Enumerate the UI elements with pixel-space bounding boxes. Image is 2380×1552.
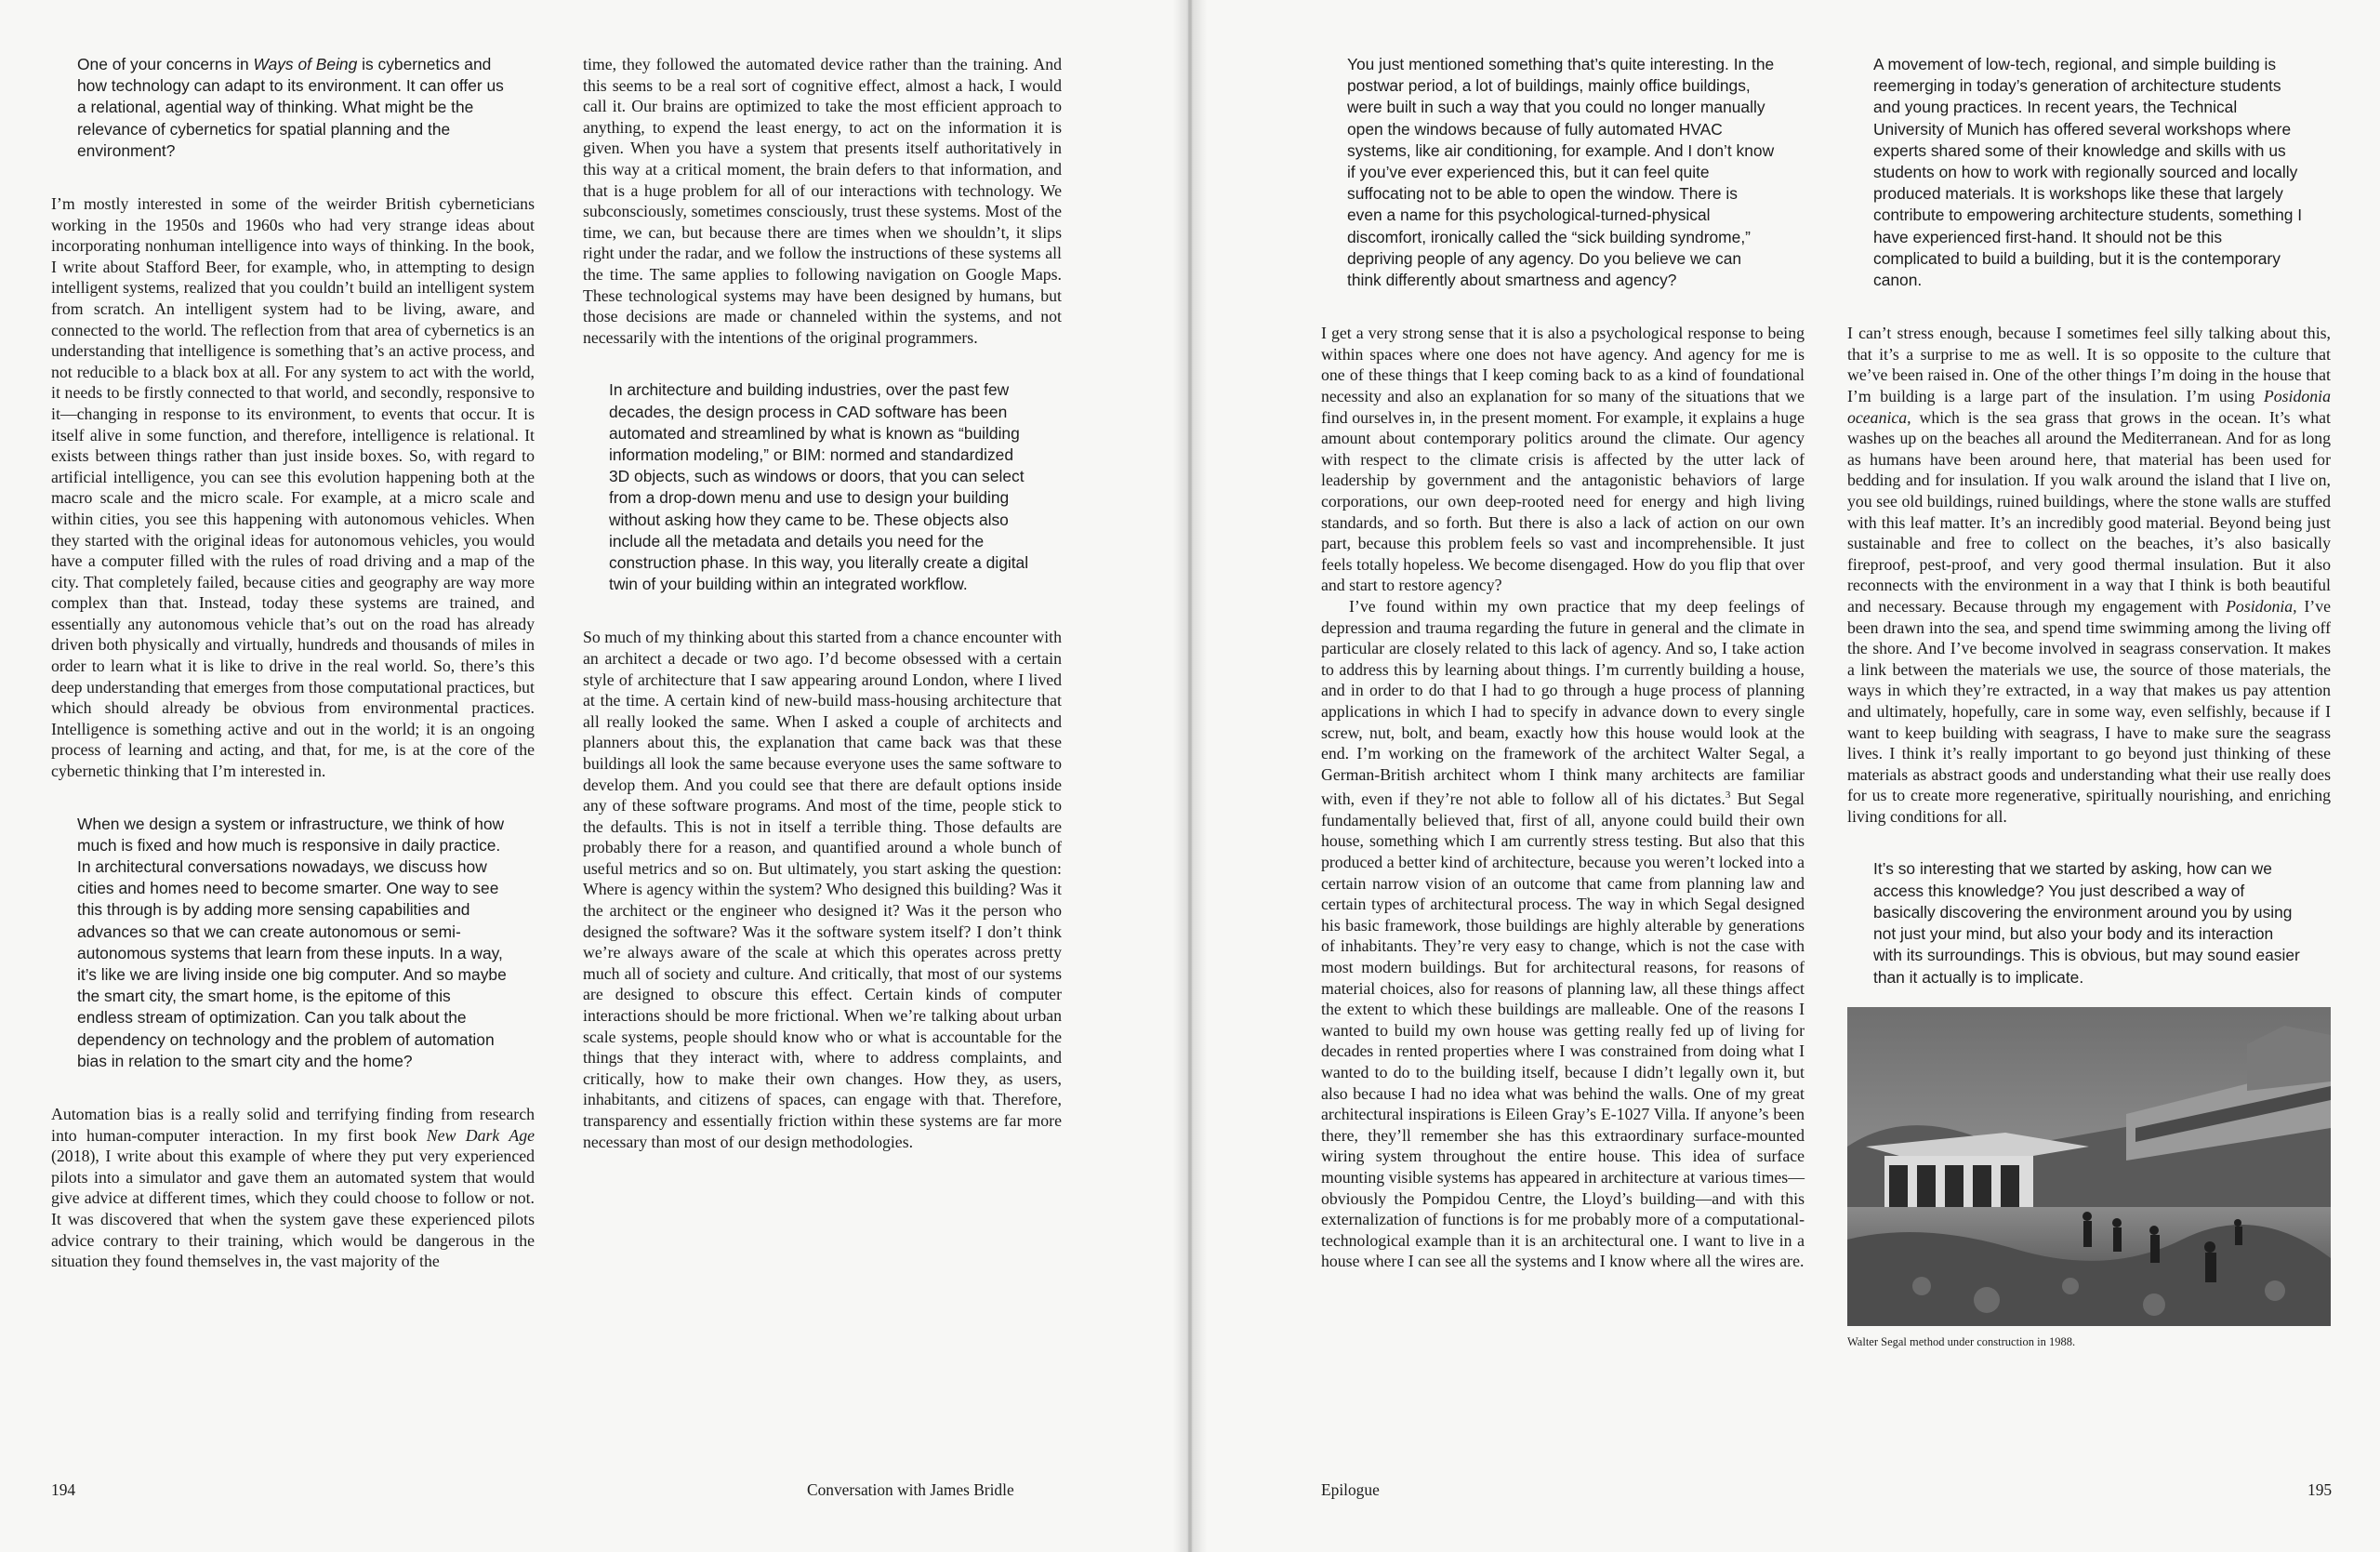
interview-answer: I can’t stress enough, because I sometimes feel silly talking about this, that it’s a surprise to me as well. It is so opposite to the culture that we’ve been raised in. One of the other things I’m doing in the house that I’m building is a large part of the insulation. I’m using Posidonia oceanica, which is the sea grass that grows in the ocean. It’s what washes up on the beaches all around the Mediterranean. And for as long as humans have been around here, that material has been used for bedding and for insulation. If you walk around the island that I live on, you see old buildings, ruined buildings, where the stone walls are stuffed with this leaf matter. It’s an incredibly good material. Beyond being just sustainable and free to collect on the beaches, it’s also basically fireproof, pest-proof, and very good thermal insulation. But it also reconnects with the environment in a way that I think is both beautiful and necessary. Because through my engagement with Posidonia, I’ve been drawn into the sea, and spend time swimming among the living off the shore. And I’ve become involved in seagrass conservation. It makes a link between the materials we use, the source of those materials, the ways in which they’re extracted, in a way that makes us pay attention and ultimately, hopefully, care in some way, even selfishly, because if I want to keep building with seagrass, I have to make sure the seagrass lives. I think it’s really important to go beyond just thinking of these materials as abstract goods and understanding what their use really does for us to create more regenerative, spiritually nourishing, and enriching living conditions for all.: [1847, 324, 2331, 826]
left-page: [0, 0, 1188, 1552]
book-gutter: [1173, 0, 1207, 1552]
interview-answer: So much of my thinking about this started from a chance encounter with an architect a decade or two ago. I’d become obsessed with a certain style of architecture that I saw appearing around London, where I lived at the time. A certain kind of new-build mass-housing architecture that all really looked the same. When I asked a couple of architects and planners about this, the explanation that came back was that these buildings all look the same because everyone uses the same software to develop them. And you could see that there are default options inside any of these software programs. And most of the time, people stick to the defaults. This is not in itself a terrible thing. Those defaults are probably there for a reason, and quantified around a whole bunch of useful metrics and so on. But ultimately, you start asking the question: Where is agency within the system? Who designed this building? Was it the architect or the engineer who designed it? Was it the person who designed the software? Was it the software system itself? I don’t think we’re always aware of the scale at which this operates across pretty much all of society and culture. And critically, that most of our systems are designed to obscure this effect. Certain kinds of computer interactions should be more frictional. When we’re talking about urban scale systems, people should know who or what is accountable for the things that they interact with, where to address complaints, and critically, how to make their own changes. How they, as users, inhabitants, and citizens of spaces, can engage with that. Therefore, transparency and essentially friction within these systems are far more necessary than most of our design methodologies.: [583, 628, 1062, 1151]
photo-caption: Walter Segal method under construction in 1988.: [1847, 1334, 2076, 1348]
left-column-2: [583, 54, 1062, 1184]
running-head-right: Epilogue: [1321, 1480, 1380, 1499]
interview-question: One of your concerns in Ways of Being is cybernetics and how technology can adapt to its environment. It can offer us a relational, agential way of thinking. What might be the relevance of cybernetics for spatial planning and the environment?: [77, 55, 504, 160]
interview-question: A movement of low-tech, regional, and simple building is reemerging in today’s generation of architecture students and young practices. In recent years, the Technical University of Munich has offered several workshops where experts shared some of their knowledge and skills with us students on how to work with regionally sourced and locally produced materials. It is workshops like these that largely contribute to empowering architecture students, something I have experienced first-hand. It should not be this complicated to build a building, but it is the contemporary canon.: [1873, 55, 2303, 290]
right-column-2: [1847, 54, 2331, 1349]
interview-answer: I get a very strong sense that it is also a psychological response to being within spaces where one does not have agency. And agency for me is one of these things that I keep coming back to as a kind of foundational necessity and also an explanation for so many of the situations that we find ourselves in, in the present moment. For example, it explains a huge amount about contemporary politics around the climate. Our agency with respect to the climate crisis is affected by the utter lack of leadership by government and the antagonistic behaviors of large corporations, our own deep-rooted need for energy and high living standards, and so forth. But there is also a lack of action on our own part, because this problem feels so vast and incomprehensible. It just feels totally hopeless. We become disengaged. How do you flip that over and start to restore agency?: [1321, 324, 1805, 595]
interview-question: When we design a system or infrastructure, we think of how much is fixed and how much is responsive in daily practice. In architectural conversations nowadays, we discuss how cities and homes need to become smarter. One way to see this through is by adding more sensing capabilities and advances so that we can create autonomous or semi-autonomous systems that learn from these inputs. In a way, it’s like we are living inside one big computer. And so maybe the smart city, the smart home, is the epitome of this endless stream of optimization. Can you talk about the dependency on technology and the problem of automation bias in relation to the smart city and the home?: [77, 814, 507, 1070]
book-title: New Dark Age: [426, 1125, 535, 1145]
page-number-left: 194: [51, 1480, 76, 1499]
page-number-right: 195: [2307, 1480, 2333, 1499]
left-column-1: [51, 54, 535, 1304]
interview-answer: I’ve found within my own practice that my deep feelings of depression and trauma regarding the future in general and the climate in particular are closely related to this lack of agency. And so, I take action to address this by learning about things. I’m currently building a house, and in order to do that I had to go through a huge process of planning applications in which I had to specify in advance down to every single screw, nut, bolt, and beam, exactly how this house would look at the end. I’m working on the framework of the architect Walter Segal, a German-British architect whom I think many architects are familiar with, even if they’re not able to follow all of his dictates.$^3$ But Segal fundamentally believed that, first of all, anyone could build their own house, something which I am currently stress testing. But also that this produced a better kind of architecture, because you weren’t locked into a certain narrow vision of an outcome that came from planning law and certain types of architectural process. The way in which Segal designed his basic framework, those buildings are highly alterable by generations of inhabitants. They’re very easy to change, which is not the case with most modern buildings. But for architectural reasons, for reasons of material choices, also for reasons of planning law, all these things affect the extent to which these buildings are malleable. One of the reasons I wanted to build my own house was getting really fed up of living for decades in rented properties where I was constrained from doing what I wanted to do to the building itself, because I didn’t legally own it, but also because I had no idea what was behind the walls. One of my great architectural inspirations is Eileen Gray’s E-1027 Villa. If anyone’s been there, they’ll remember she has this extraordinary surface-mounted wiring system throughout the entire house. This idea of surface mounting visible systems has appeared in architecture at various times—obviously the Pompidou Centre, the Lloyd’s building—and with this externalization of functions is for me probably more of a computational-technological example than it is an architectural one. I want to live in a house where I can see all the systems and I know where all the wires are.: [1321, 596, 1805, 1271]
interview-question: It’s so interesting that we started by asking, how can we access this knowledge? You just described a way of basically discovering the environment around you by using not just your mind, but also your body and its interaction with its surroundings. This is obvious, but may sound easier than it actually is to implicate.: [1873, 859, 2300, 987]
interview-answer: time, they followed the automated device rather than the training. And this seems to be a real sort of cognitive effect, almost a hack, I would call it. Our brains are optimized to take the most efficient approach to anything, to expend the least energy, to act on the information it is given. When you have a system that presents itself authoritatively in this way at a critical moment, the brain defers to that information, and that is a huge problem for all of our interactions with technology. We subconsciously, sometimes consciously, trust these systems. Most of the time, we can, but because there are times when we shouldn’t, it slips right under the radar, and we follow the instructions of these systems all the time. The same applies to following navigation on Google Maps. These technological systems may have been designed by humans, but those decisions are made or channeled within the systems, and not necessarily with the intentions of the original programmers.: [583, 55, 1062, 347]
footnote-ref: 3: [1725, 789, 1731, 802]
right-page: [1192, 0, 2380, 1552]
interview-answer: I’m mostly interested in some of the weirder British cyberneticians working in the 1950s and 1960s who had very strange ideas about incorporating nonhuman intelligence into ways of thinking. In the book, I write about Stafford Beer, for example, who, in attempting to design intelligent systems, realized that you couldn’t build an intelligent system from scratch. An intelligent system had to be living, aware, and connected to the world. The reflection from that area of cybernetics is an understanding that intelligence is something that’s an active process, and not reducible to a black box at all. For any system to act with the world, it needs to be firstly connected to that world, and secondly, responsive to it—changing in response to its environment, to events that occur. It is itself alive in some function, and therefore, intelligence is relational. It exists between things rather than just inside boxes. So, with regard to artificial intelligence, you can see this evolution happening both at the macro scale and the micro scale. For example, at a micro scale and within cities, you see this happening with autonomous vehicles. When they started with the original ideas for autonomous vehicles, you would have a computer filled with the rules of road driving and a map of the city. That completely failed, because cities and geography are way more complex than that. Instead, today these systems are trained, and essentially any autonomous vehicle that’s out on the road has already driven both physically and virtually, hundreds and thousands of miles in order to learn what it is like to drive in the real world. So, there’s this deep understanding that emerges from those computational practices, but which should already be obvious from environmental practices. Intelligence is something active and out in the world; it is an ongoing process of learning and acting, and that, for me, is at the core of the cybernetic thinking that I’m interested in.: [51, 194, 535, 781]
construction-photo: [1847, 1007, 2331, 1326]
interview-answer: Automation bias is a really solid and terrifying finding from research into human-computer interaction. In my first book New Dark Age (2018), I write about this example of where they put very experienced pilots into a simulator and gave them an automated system that would give advice at different times, which they could choose to follow or not. It was discovered that when the system gave these experienced pilots advice contrary to their training, which would be dangerous in the situation they found themselves in, the vast majority of the: [51, 1105, 535, 1271]
species-name: Posidonia,: [2226, 596, 2297, 616]
species-name: Posidonia oceanica,: [1847, 387, 2331, 427]
right-column-1: [1321, 54, 1805, 1304]
interview-question: In architecture and building industries, over the past few decades, the design process in CAD software has been automated and streamlined by what is known as “building information modeling,” or BIM: normed and standardized 3D objects, such as windows or doors, that you can select from a drop-down menu and use to design your building without asking how they came to be. These objects also include all the metadata and details you need for the construction phase. In this way, you literally create a digital twin of your building within an integrated workflow.: [609, 380, 1029, 594]
interview-question: You just mentioned something that’s quite interesting. In the postwar period, a lot of buildings, mainly office buildings, were built in such a way that you could no longer manually open the windows because of fully automated HVAC systems, like air conditioning, for example. And I don’t know if you’ve ever experienced this, but it can feel quite suffocating not to be able to open the window. There is even a name for this psychological-turned-physical discomfort, ironically called the “sick building syndrome,” depriving people of any agency. Do you believe we can think differently about smartness and agency?: [1347, 55, 1775, 290]
running-head-left: Conversation with James Bridle: [807, 1480, 1014, 1499]
